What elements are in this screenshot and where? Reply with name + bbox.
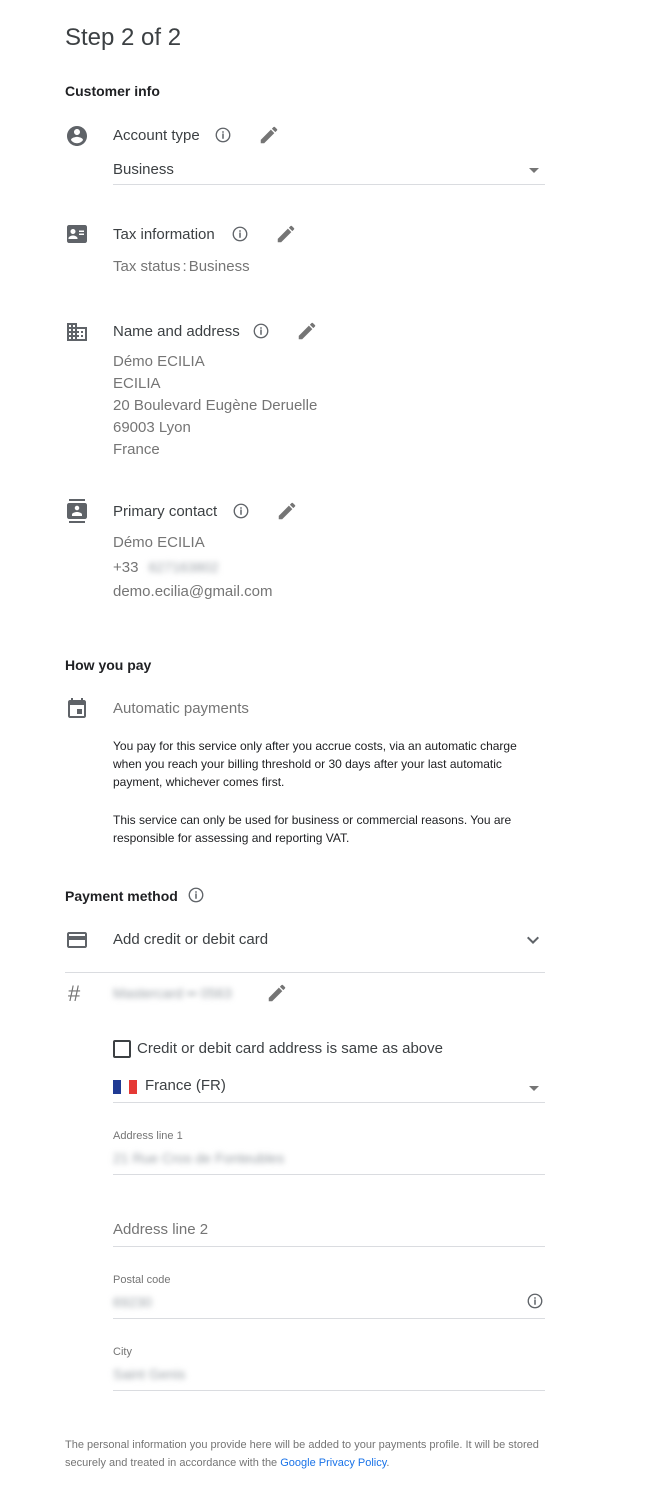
divider <box>113 184 545 185</box>
contact-name: Démo ECILIA <box>113 534 205 551</box>
address-line: Démo ECILIA <box>113 353 205 370</box>
contact-email: demo.ecilia@gmail.com <box>113 583 273 600</box>
footer-end: . <box>386 1457 390 1469</box>
account-type-label: Account type <box>113 127 200 144</box>
calendar-icon <box>65 697 89 721</box>
tax-status-value: Business <box>188 258 250 275</box>
vat-notice: This service can only be used for business or commercial reasons. You are responsible for assessing and reporting VAT. <box>113 813 512 845</box>
primary-contact-label: Primary contact <box>113 503 218 520</box>
name-address-label: Name and address <box>113 323 240 340</box>
address-line: 69003 Lyon <box>113 419 191 436</box>
same-address-label[interactable]: Credit or debit card address is same as above <box>137 1040 443 1057</box>
privacy-policy-link[interactable]: Google Privacy Policy <box>280 1457 387 1469</box>
address-line1-input[interactable]: 21 Rue Cros de Fonteubles <box>113 1150 285 1166</box>
divider <box>65 972 545 973</box>
address-line: ECILIA <box>113 375 161 392</box>
divider <box>113 1246 545 1247</box>
tax-status-label: Tax status <box>113 258 181 275</box>
add-card-label: Add credit or debit card <box>113 931 269 948</box>
info-icon[interactable] <box>214 126 232 144</box>
hash-icon: # <box>68 981 81 1006</box>
phone-prefix: +33 <box>113 559 139 576</box>
how-you-pay-heading: How you pay <box>65 657 152 673</box>
country-select[interactable]: France (FR) <box>145 1077 226 1094</box>
footer-text: The personal information you provide here will be added to your payments profile. It will be stored securely and treated in accordance with the <box>65 1439 539 1469</box>
account-type-select[interactable]: Business <box>113 161 174 178</box>
postal-code-input[interactable]: 69230 <box>113 1294 152 1310</box>
info-icon[interactable] <box>526 1292 544 1310</box>
france-flag-icon <box>113 1080 137 1094</box>
page-title: Step 2 of 2 <box>65 24 182 51</box>
divider <box>113 1174 545 1175</box>
edit-pencil-icon[interactable] <box>275 223 297 245</box>
account-circle-icon <box>65 124 89 148</box>
info-icon[interactable] <box>252 322 270 340</box>
info-icon[interactable] <box>232 502 250 520</box>
edit-pencil-icon[interactable] <box>266 982 288 1004</box>
payment-type: Automatic payments <box>113 700 249 717</box>
payment-method-heading: Payment method <box>65 888 178 904</box>
info-icon[interactable] <box>231 225 249 243</box>
divider <box>113 1102 545 1103</box>
city-input[interactable]: Saint Genis <box>113 1366 186 1382</box>
dropdown-arrow-icon[interactable] <box>529 168 539 173</box>
card-number-redacted: Mastercard •• 0563 <box>113 985 232 1001</box>
address-line1-label: Address line 1 <box>113 1130 183 1142</box>
address-line2-input[interactable]: Address line 2 <box>113 1221 209 1238</box>
id-card-icon <box>65 222 89 246</box>
same-address-checkbox[interactable] <box>113 1040 131 1058</box>
chevron-down-icon[interactable] <box>521 928 545 952</box>
divider <box>113 1318 545 1319</box>
edit-pencil-icon[interactable] <box>258 124 280 146</box>
credit-card-icon <box>65 928 89 952</box>
address-block <box>113 351 317 461</box>
city-label: City <box>113 1346 132 1358</box>
tax-information-label: Tax information <box>113 226 215 243</box>
tax-status-separator: : <box>182 258 187 275</box>
address-line: France <box>113 441 160 458</box>
phone-redacted: 627163802 <box>148 559 219 575</box>
postal-code-label: Postal code <box>113 1274 171 1286</box>
address-line: 20 Boulevard Eugène Deruelle <box>113 397 318 414</box>
customer-info-heading: Customer info <box>65 83 160 99</box>
business-building-icon <box>65 320 89 344</box>
add-card-row[interactable] <box>65 920 545 960</box>
divider <box>113 1390 545 1391</box>
dropdown-arrow-icon[interactable] <box>529 1086 539 1091</box>
tax-status <box>113 256 250 278</box>
privacy-footer <box>65 1436 555 1472</box>
contact-phone <box>113 556 219 579</box>
edit-pencil-icon[interactable] <box>276 500 298 522</box>
contact-book-icon <box>65 499 89 523</box>
edit-pencil-icon[interactable] <box>296 320 318 342</box>
info-icon[interactable] <box>187 886 205 904</box>
payment-description: You pay for this service only after you accrue costs, via an automatic charge when you reach your billing threshold or 30 days after your last automatic payment, whichever comes first. <box>113 739 517 789</box>
